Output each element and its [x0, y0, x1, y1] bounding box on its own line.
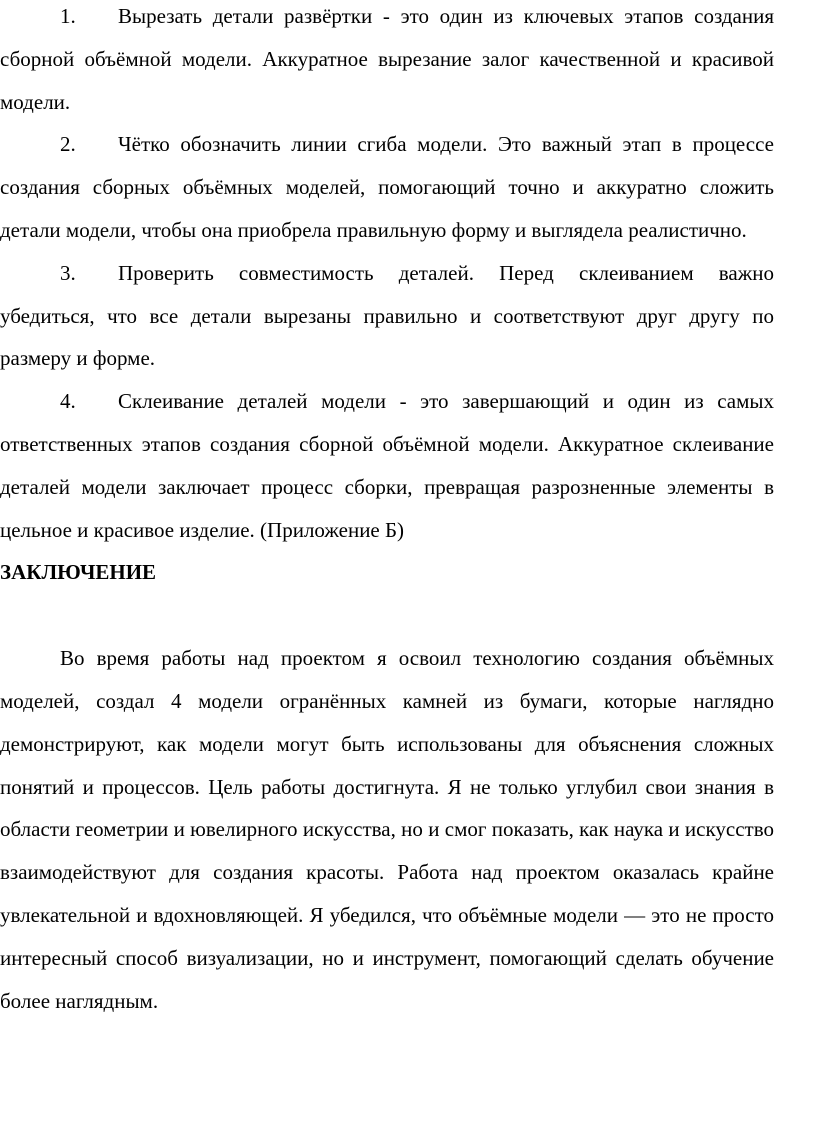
list-item-text: Проверить совместимость деталей. Перед склеиванием важно убедиться, что все детали вырезаны правильно и соответствуют друг другу по размеру и форме.	[0, 260, 774, 371]
list-item-number: 1.	[60, 4, 76, 28]
list-item-number: 2.	[60, 132, 76, 157]
list-item-text: Склеивание деталей модели - это завершающий и один из самых ответственных этапов создания сборной объёмной модели. Аккуратное склеивание деталей модели заключает процесс сборки, превращая разрозненные элементы в цельное и красивое изделие. (Приложение Б)	[0, 389, 774, 542]
list-item	[0, 123, 774, 251]
list-item	[0, 0, 774, 123]
conclusion-paragraph: Во время работы над проектом я освоил технологию создания объёмных моделей, создал 4 модели огранённых камней из бумаги, которые наглядно демонстрируют, как модели могут быть использованы для объяснения сложных понятий и процессов. Цель работы достигнута. Я не только углубил свои знания в области геометрии и ювелирного искусства, но и смог показать, как наука и искусство взаимодействуют для создания красоты. Работа над проектом оказалась крайне увлекательной и вдохновляющей. Я убедился, что объёмные модели — это не просто интересный способ визуализации, но и инструмент, помогающий сделать обучение более наглядным.	[0, 646, 774, 1013]
list-item-number: 4.	[60, 389, 76, 414]
section-heading: ЗАКЛЮЧЕНИЕ	[0, 560, 157, 585]
list-item-number: 3.	[60, 260, 76, 285]
list-item-text: Вырезать детали развёртки - это один из ключевых этапов создания сборной объёмной модели. Аккуратное вырезание залог качественной и красивой модели.	[0, 4, 774, 114]
list-item-text: Чётко обозначить линии сгиба модели. Это важный этап в процессе создания сборных объёмных моделей, помогающий точно и аккуратно сложить детали модели, чтобы она приобрела правильную форму и выглядела реалистично.	[0, 132, 774, 242]
list-item	[0, 380, 774, 551]
list-item	[0, 252, 774, 380]
spacer	[0, 594, 774, 637]
